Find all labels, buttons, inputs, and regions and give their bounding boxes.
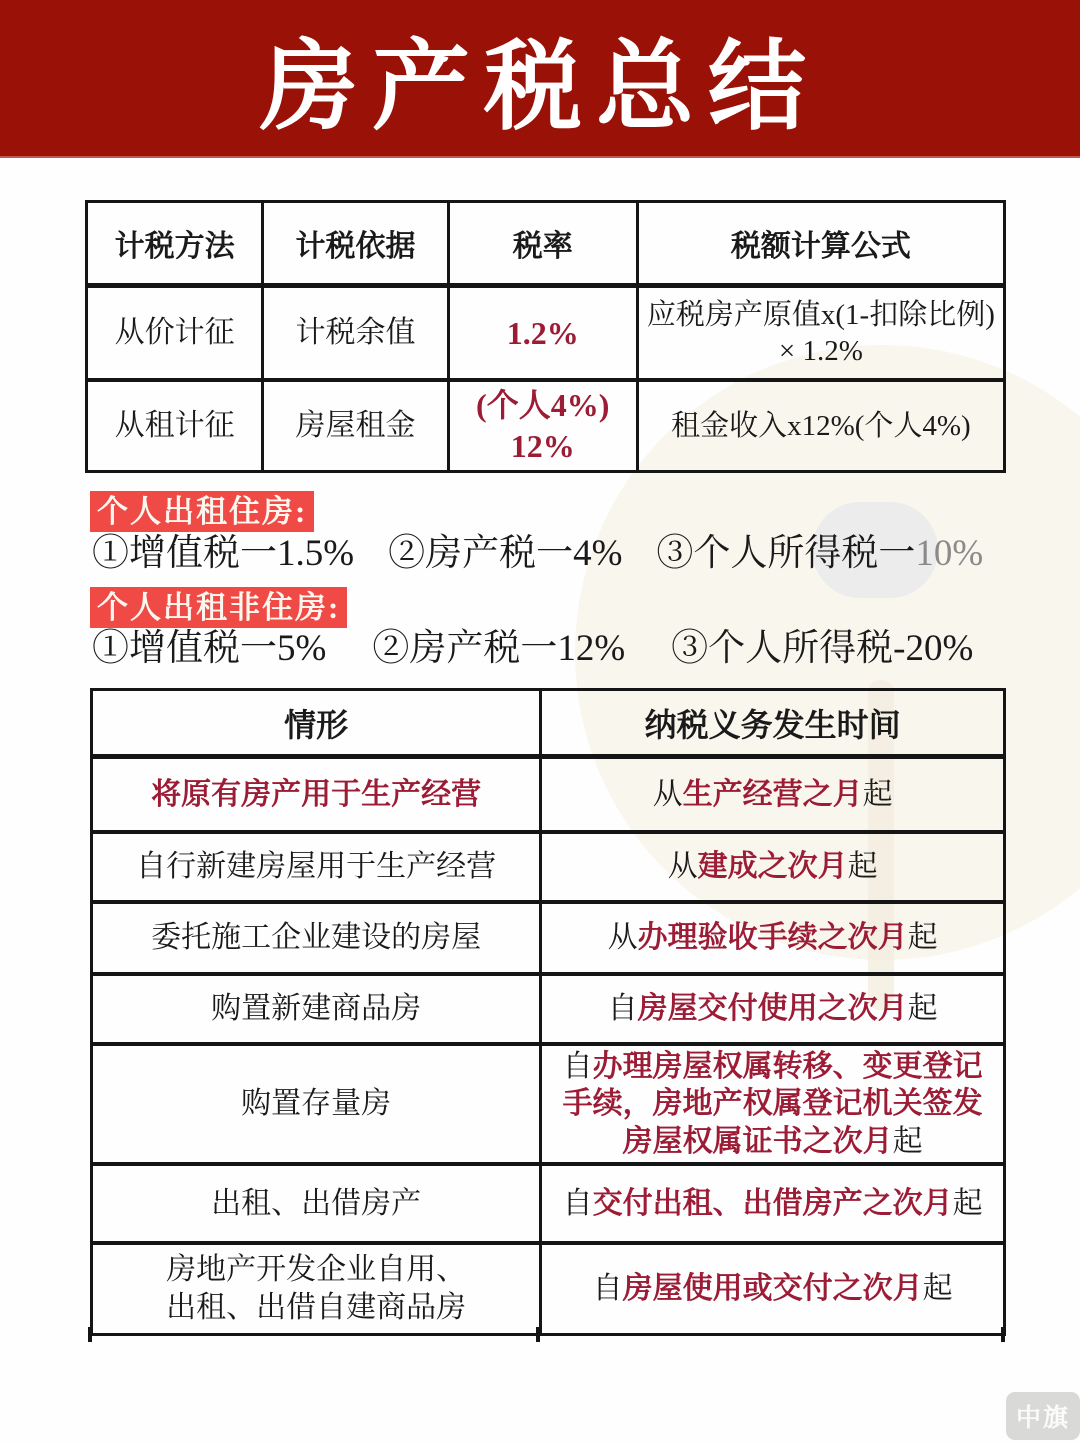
text-segment: ②房产税一4%: [388, 533, 623, 574]
text-segment: 12%: [510, 427, 575, 464]
table-row: [92, 974, 1005, 1044]
text-segment: 1.2%: [506, 314, 579, 351]
cell-line: [272, 407, 438, 445]
note-item: [388, 531, 622, 577]
text-segment: 从: [607, 920, 638, 954]
page-title: 房产税总结: [259, 29, 820, 144]
text-segment: 起: [847, 849, 878, 883]
table-row: [92, 1164, 1005, 1243]
t2-header-row: [92, 690, 1005, 757]
time-cell: [541, 1243, 1005, 1334]
t1-header-cell: 计税依据: [263, 202, 448, 286]
text-segment: 手续，房地产权属登记机关签发: [562, 1087, 983, 1120]
cell-line: [96, 407, 253, 445]
table-row: [87, 286, 1005, 380]
t1-header-cell: 税额计算公式: [637, 202, 1004, 286]
note-item: [372, 626, 625, 672]
note-item: [656, 531, 983, 577]
text-segment: 房地产开发企业自用、: [166, 1253, 467, 1287]
text-segment: 起: [907, 920, 938, 954]
text-segment: 从租计征: [114, 409, 235, 442]
table-row: [92, 902, 1005, 974]
cell-line: [101, 919, 531, 957]
cell-line: [272, 314, 438, 352]
cell-line: [647, 408, 995, 444]
text-segment: 自: [562, 1186, 593, 1220]
note-line-residential: [92, 531, 992, 577]
cell-line: [96, 314, 253, 352]
table-row: [92, 757, 1005, 832]
text-segment: 购置新建商品房: [211, 991, 422, 1025]
note-item: [92, 626, 326, 672]
cell-line: [458, 385, 628, 426]
table-row: [92, 832, 1005, 902]
formula-cell: [637, 380, 1004, 472]
cell-line: [550, 1085, 995, 1123]
cell-line: [101, 1185, 531, 1223]
time-cell: [541, 974, 1005, 1044]
text-segment: 起: [907, 991, 938, 1025]
note-label-residential-text: 个人出租住房:: [97, 494, 308, 529]
method-cell: [87, 380, 263, 472]
cell-line: [101, 990, 531, 1028]
text-segment: 建成之次月: [697, 849, 848, 883]
table-row: [92, 1044, 1005, 1165]
table-border-stub: [1001, 1327, 1005, 1342]
title-banner: [0, 0, 1080, 158]
table-border-stub: [536, 1327, 540, 1342]
text-segment: 起: [952, 1186, 983, 1220]
method-cell: [87, 286, 263, 380]
cell-line: [550, 1048, 995, 1086]
watermark-badge: [1006, 1392, 1080, 1440]
text-segment: 从: [667, 849, 698, 883]
cell-line: [647, 333, 995, 369]
note-item: [671, 626, 973, 672]
note-label-non-residential-text: 个人出租非住房:: [97, 590, 341, 625]
table-row: [92, 1243, 1005, 1334]
text-segment: (个人4%): [476, 387, 610, 424]
text-segment: 自行新建房屋用于生产经营: [136, 849, 497, 883]
text-segment: 房屋租金: [295, 409, 416, 442]
situation-cell: [92, 1243, 541, 1334]
rate-cell: [448, 286, 637, 380]
t1-header-cell: 计税方法: [87, 202, 263, 286]
text-segment: ①增值税一1.5%: [92, 533, 355, 574]
note-item: [92, 531, 354, 577]
cell-line: [550, 1270, 995, 1308]
text-segment: 生产经营之月: [682, 777, 863, 811]
text-segment: 计税余值: [295, 316, 416, 349]
t1-header-cell: 税率: [448, 202, 637, 286]
text-segment: 出租、出借自建商品房: [166, 1290, 467, 1324]
cell-line: [550, 919, 995, 957]
text-segment: 租金收入x12%(个人4%): [671, 409, 971, 442]
text-segment: ②房产税一12%: [372, 628, 626, 669]
situation-cell: [92, 1044, 541, 1165]
cell-line: [458, 426, 628, 467]
text-segment: ③个人所得税一: [656, 533, 916, 574]
text-segment: 10%: [915, 533, 984, 574]
formula-cell: [637, 286, 1004, 380]
text-segment: 购置存量房: [241, 1087, 392, 1120]
cell-line: [550, 990, 995, 1028]
text-segment: 办理验收手续之次月: [637, 920, 908, 954]
note-label-residential: [90, 491, 314, 532]
note-line-non-residential: [92, 626, 992, 672]
text-segment: 自: [607, 991, 638, 1025]
situation-cell: [92, 832, 541, 902]
time-cell: [541, 832, 1005, 902]
cell-line: [550, 848, 995, 886]
time-cell: [541, 902, 1005, 974]
cell-line: [550, 1123, 995, 1161]
text-segment: 应税房产原值x(1-扣除比例): [646, 298, 995, 331]
text-segment: 自: [562, 1049, 593, 1083]
text-segment: × 1.2%: [778, 334, 863, 367]
text-segment: 出租、出借房产: [211, 1186, 422, 1220]
situation-cell: [92, 902, 541, 974]
text-segment: 从价计征: [114, 316, 235, 349]
cell-line: [550, 776, 995, 814]
situation-cell: [92, 757, 541, 832]
text-segment: 交付出租、出借房产之次月: [592, 1186, 953, 1220]
rate-cell: [448, 380, 637, 472]
text-segment: 房屋使用或交付之次月: [622, 1272, 923, 1305]
situation-cell: [92, 1164, 541, 1243]
cell-line: [101, 776, 531, 814]
cell-line: [101, 848, 531, 886]
cell-line: [550, 1185, 995, 1223]
time-cell: [541, 1044, 1005, 1165]
t2-header-cell: 纳税义务发生时间: [541, 690, 1005, 757]
text-segment: 房屋权属证书之次月: [622, 1124, 893, 1158]
cell-line: [101, 1085, 531, 1123]
text-segment: ①增值税一5%: [92, 628, 327, 669]
cell-line: [101, 1289, 531, 1327]
t1-header-row: [87, 202, 1005, 286]
basis-cell: [263, 286, 448, 380]
text-segment: 起: [892, 1124, 923, 1158]
t2-header-cell: 情形: [92, 690, 541, 757]
text-segment: 从: [652, 777, 683, 811]
time-cell: [541, 757, 1005, 832]
text-segment: 自: [592, 1272, 623, 1305]
time-cell: [541, 1164, 1005, 1243]
text-segment: 将原有房产用于生产经营: [151, 777, 482, 811]
text-segment: 起: [862, 777, 893, 811]
note-label-non-residential: [90, 587, 347, 628]
watermark-badge-text: 中旗: [1015, 1403, 1070, 1432]
tax-method-table: [85, 200, 1006, 473]
obligation-table: [90, 688, 1006, 1336]
cell-line: [458, 313, 628, 354]
basis-cell: [263, 380, 448, 472]
text-segment: 办理房屋权属转移、变更登记: [592, 1049, 983, 1083]
text-segment: ③个人所得税-20%: [671, 628, 974, 669]
text-segment: 起: [922, 1272, 953, 1305]
cell-line: [101, 1251, 531, 1289]
table-border-stub: [88, 1327, 92, 1342]
text-segment: 委托施工企业建设的房屋: [151, 920, 482, 954]
situation-cell: [92, 974, 541, 1044]
table-row: [87, 380, 1005, 472]
text-segment: 房屋交付使用之次月: [637, 991, 908, 1025]
cell-line: [647, 297, 995, 333]
